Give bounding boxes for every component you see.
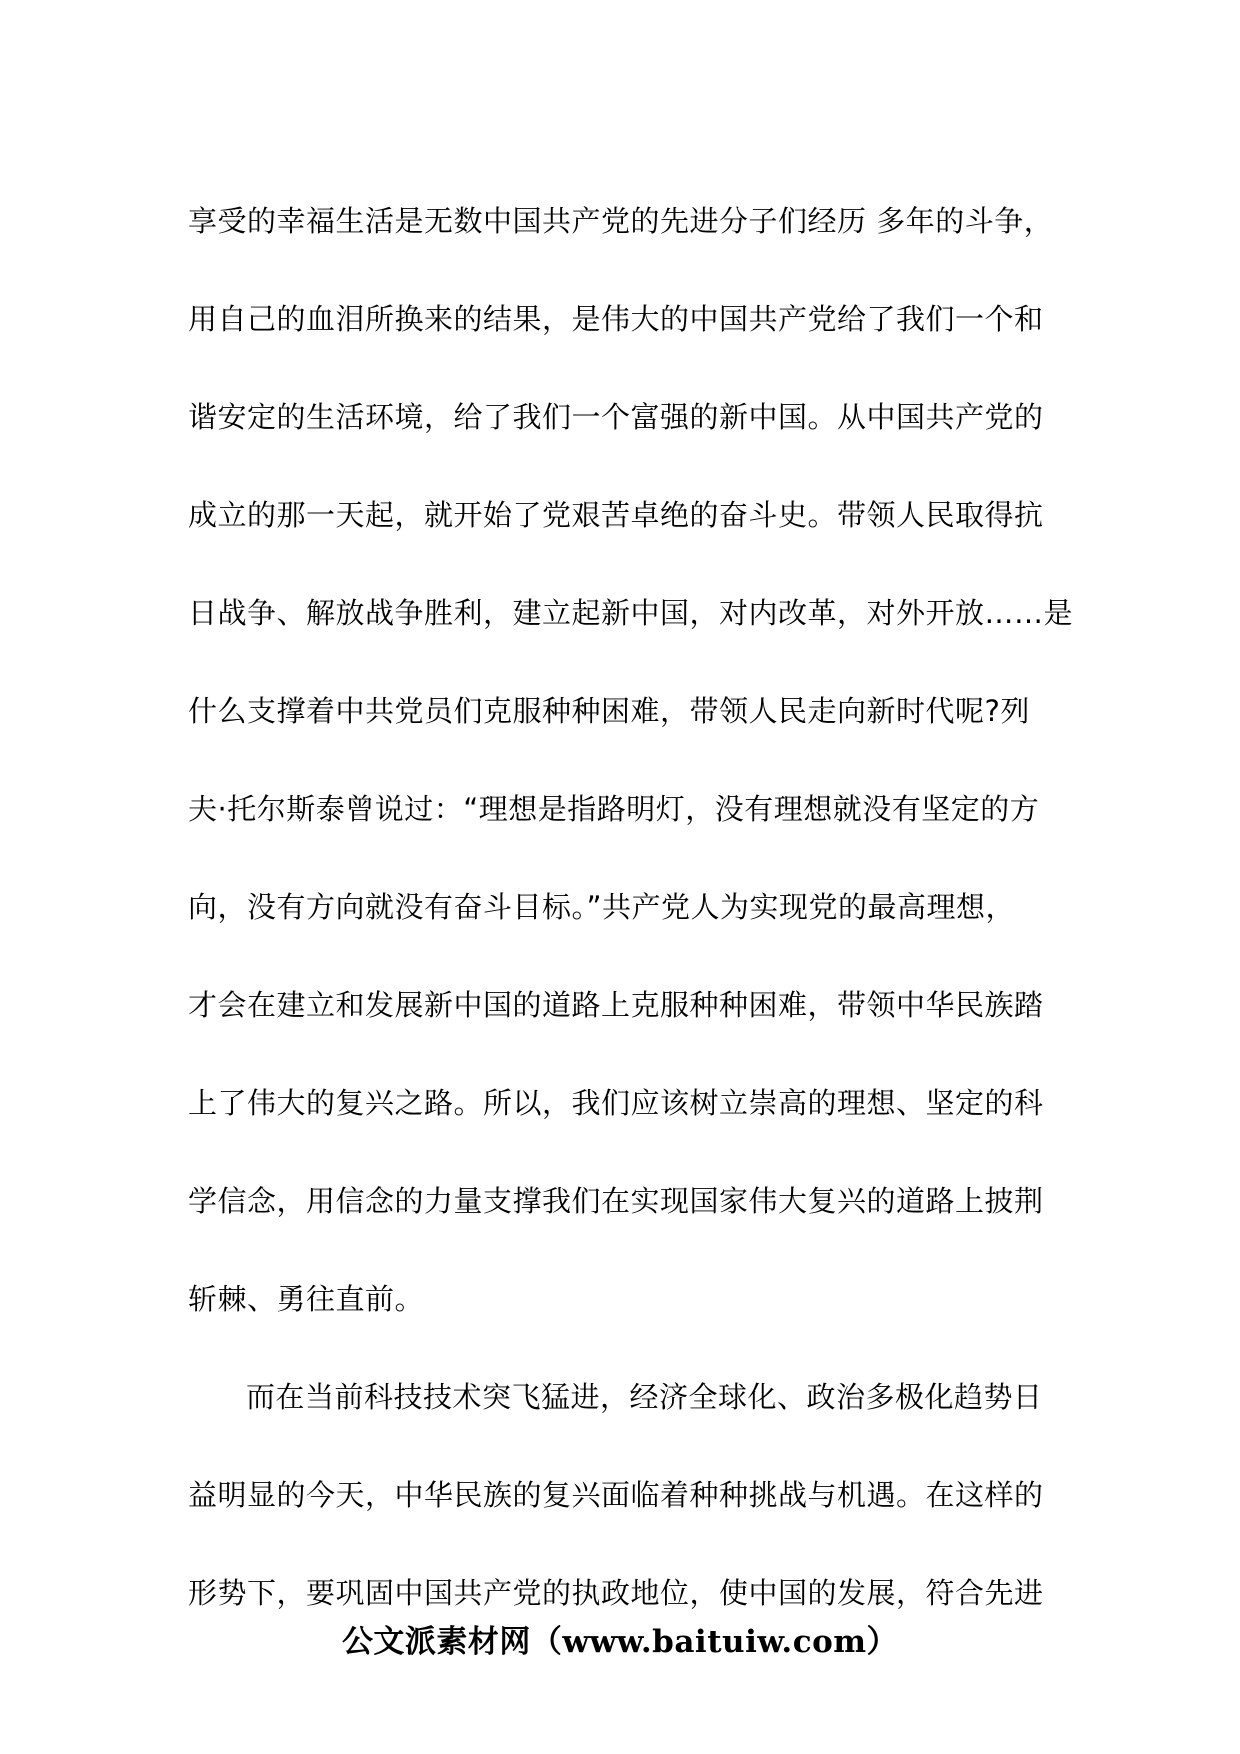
footer-watermark: 公文派素材网（www.baituiw.com）	[341, 1624, 899, 1660]
text-line: 学信念，用信念的力量支撑我们在实现国家伟大复兴的道路上披荆	[188, 1184, 1044, 1218]
text-line: 享受的幸福生活是无数中国共产党的先进分子们经历 多年的斗争，	[188, 204, 1054, 238]
text-line: 夫·托尔斯泰曾说过：“理想是指路明灯，没有理想就没有坚定的方	[188, 792, 1040, 826]
text-line: 用自己的血泪所换来的结果，是伟大的中国共产党给了我们一个和	[188, 302, 1044, 336]
text-line: 上了伟大的复兴之路。所以，我们应该树立崇高的理想、坚定的科	[188, 1086, 1044, 1120]
text-line: 斩棘、勇往直前。	[188, 1282, 425, 1316]
body-text	[188, 172, 1074, 1642]
text-line: 什么支撑着中共党员们克服种种困难，带领人民走向新时代呢?列	[188, 694, 1030, 728]
text-line: 形势下，要巩固中国共产党的执政地位，使中国的发展，符合先进	[188, 1576, 1044, 1610]
text-line: 谐安定的生活环境，给了我们一个富强的新中国。从中国共产党的	[188, 400, 1044, 434]
text-line: 向，没有方向就没有奋斗目标。”共产党人为实现党的最高理想，	[188, 890, 1016, 924]
text-line: 日战争、解放战争胜利，建立起新中国，对内改革，对外开放……是	[188, 596, 1074, 630]
text-line: 成立的那一天起，就开始了党艰苦卓绝的奋斗史。带领人民取得抗	[188, 498, 1044, 532]
paragraph-first-line: 而在当前科技技术突飞猛进，经济全球化、政治多极化趋势日	[246, 1380, 1043, 1414]
text-line: 才会在建立和发展新中国的道路上克服种种困难，带领中华民族踏	[188, 988, 1044, 1022]
text-line: 益明显的今天，中华民族的复兴面临着种种挑战与机遇。在这样的	[188, 1478, 1044, 1512]
